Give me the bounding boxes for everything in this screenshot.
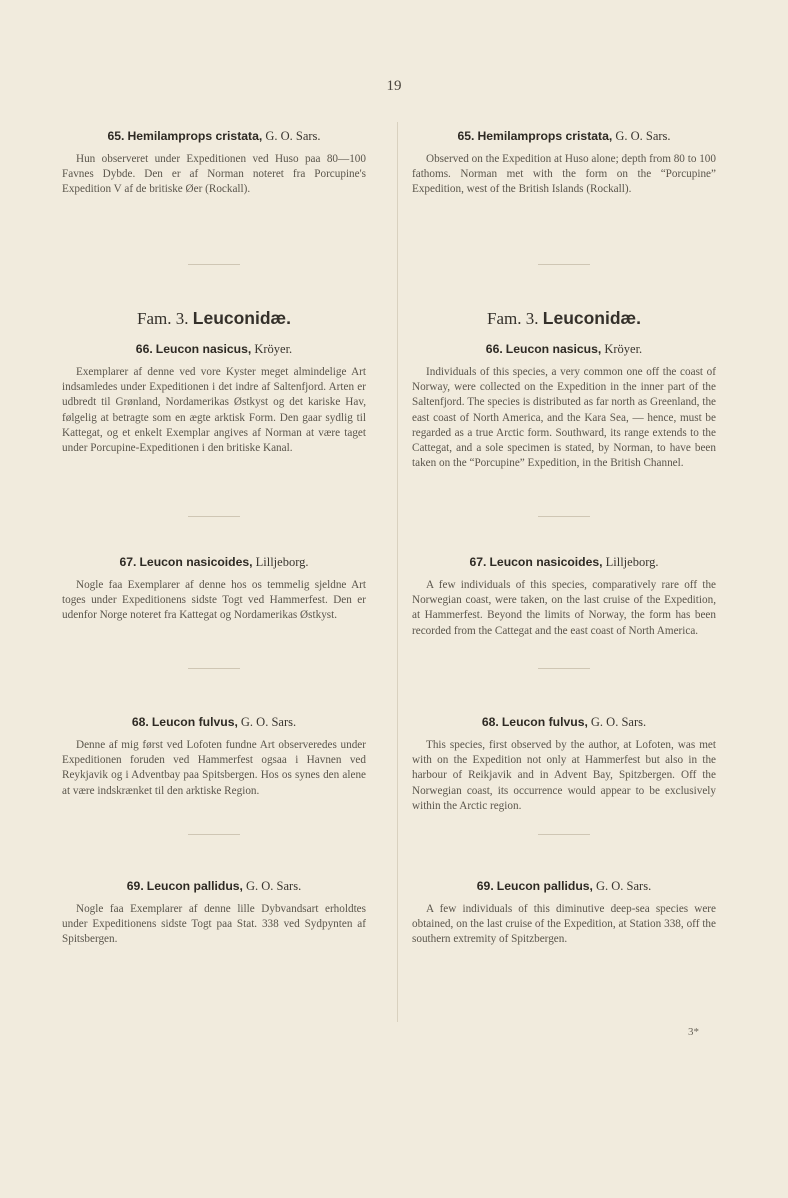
species-heading: 69. Leucon pallidus, G. O. Sars. — [476, 879, 652, 893]
species-text: Denne af mig først ved Lofoten fundne Art observeredes under Expeditionen foruden ved Hammerfest ogsaa i Havnen ved Reykjavik og i Adventbay paa Spitsbergen. Hos os synes den alene at være indskrænket til den arktiske Region. — [62, 739, 366, 797]
species-text: Observed on the Expedition at Huso alone; depth from 80 to 100 fathoms. Norman met with the form on the “Porcupine” Expedition, west of the British Islands (Rockall). — [412, 153, 716, 196]
species-65-section — [412, 128, 716, 198]
species-text: Hun observeret under Expeditionen ved Huso paa 80—100 Favnes Dybde. Den er af Norman noteret fra Porcupine's Expedition V af de britiske Øer (Rockall). — [62, 153, 366, 196]
species-heading: 66. Leucon nasicus, Kröyer. — [485, 342, 643, 356]
signature-mark: 3* — [688, 1026, 699, 1038]
species-text: Nogle faa Exemplarer af denne lille Dybvandsart erholdtes under Expeditionens sidste Togt paa Stat. 338 ved Sydpynten af Spitsbergen. — [62, 903, 366, 946]
family-heading: Fam. 3. Leuconidæ. — [487, 308, 641, 328]
family-heading: Fam. 3. Leuconidæ. — [137, 308, 291, 328]
species-heading: 67. Leucon nasicoides, Lilljeborg. — [119, 555, 309, 569]
separator — [188, 668, 240, 669]
species-heading: 69. Leucon pallidus, G. O. Sars. — [126, 879, 302, 893]
species-heading: 66. Leucon nasicus, Kröyer. — [135, 342, 293, 356]
species-text: Exemplarer af denne ved vore Kyster meget almindelige Art indsamledes under Expeditionen i det indre af Saltenfjord. Arten er udbredt til Grønland, Nordamerikas Østkyst og det kariske Hav, følgelig at betragte som en ægte arktisk Form. Den gaar sydlig til Kattegat, og et enkelt Exemplar angives af Norman at være taget under Porcupine-Expeditionen i den britiske Kanal. — [62, 366, 366, 455]
page-number: 19 — [386, 78, 402, 94]
column-divider — [397, 122, 398, 1022]
separator — [538, 834, 590, 835]
species-heading: 68. Leucon fulvus, G. O. Sars. — [131, 715, 297, 729]
species-text: A few individuals of this diminutive deep-sea species were obtained, on the last cruise of the Expedition, at Station 338, off the southern extremity of Spitzbergen. — [412, 903, 716, 946]
separator — [188, 264, 240, 265]
species-69-section — [62, 878, 366, 948]
species-heading: 67. Leucon nasicoides, Lilljeborg. — [469, 555, 659, 569]
family-3-section — [412, 308, 716, 471]
species-65-section — [62, 128, 366, 198]
species-67-section — [62, 554, 366, 624]
species-text: Individuals of this species, a very common one off the coast of Norway, were collected on the Expedition in the inner part of the Saltenfjord. The species is distributed as far north as Greenland, the east coast of North America, and the Kara Sea, — hence, must be regarded as a true Arctic form. Southward, its range extends to the Cattegat, and a sole specimen is stated, by Norman, to have been taken on the “Porcupine” Expedition, in the British Channel. — [412, 366, 716, 470]
separator — [188, 834, 240, 835]
species-text: Nogle faa Exemplarer af denne hos os temmelig sjeldne Art toges under Expeditionens sidste Togt ved Hammerfest. Den er udenfor Norge noteret fra Kattegat og Nordamerikas Østkyst. — [62, 579, 366, 622]
species-heading: 65. Hemilamprops cristata, G. O. Sars. — [457, 129, 671, 143]
species-text: A few individuals of this species, comparatively rare off the Norwegian coast, were taken, on the last cruise of the Expedition, at Hammerfest. Beyond the limits of Norway, the form has been recorded from the Cattegat and the east coast of North America. — [412, 579, 716, 637]
species-heading: 68. Leucon fulvus, G. O. Sars. — [481, 715, 647, 729]
separator — [538, 264, 590, 265]
species-68-section — [62, 714, 366, 799]
species-67-section — [412, 554, 716, 639]
separator — [538, 516, 590, 517]
family-3-section — [62, 308, 366, 456]
species-heading: 65. Hemilamprops cristata, G. O. Sars. — [107, 129, 321, 143]
species-text: This species, first observed by the author, at Lofoten, was met with on the Expedition not only at Hammerfest but also in the harbour of Reikjavik and in Advent Bay, Spitzbergen. Off the Norwegian coast, its occurrence would appear to be exclusively within the Arctic region. — [412, 739, 716, 812]
species-68-section — [412, 714, 716, 814]
separator — [188, 516, 240, 517]
species-69-section — [412, 878, 716, 948]
separator — [538, 668, 590, 669]
